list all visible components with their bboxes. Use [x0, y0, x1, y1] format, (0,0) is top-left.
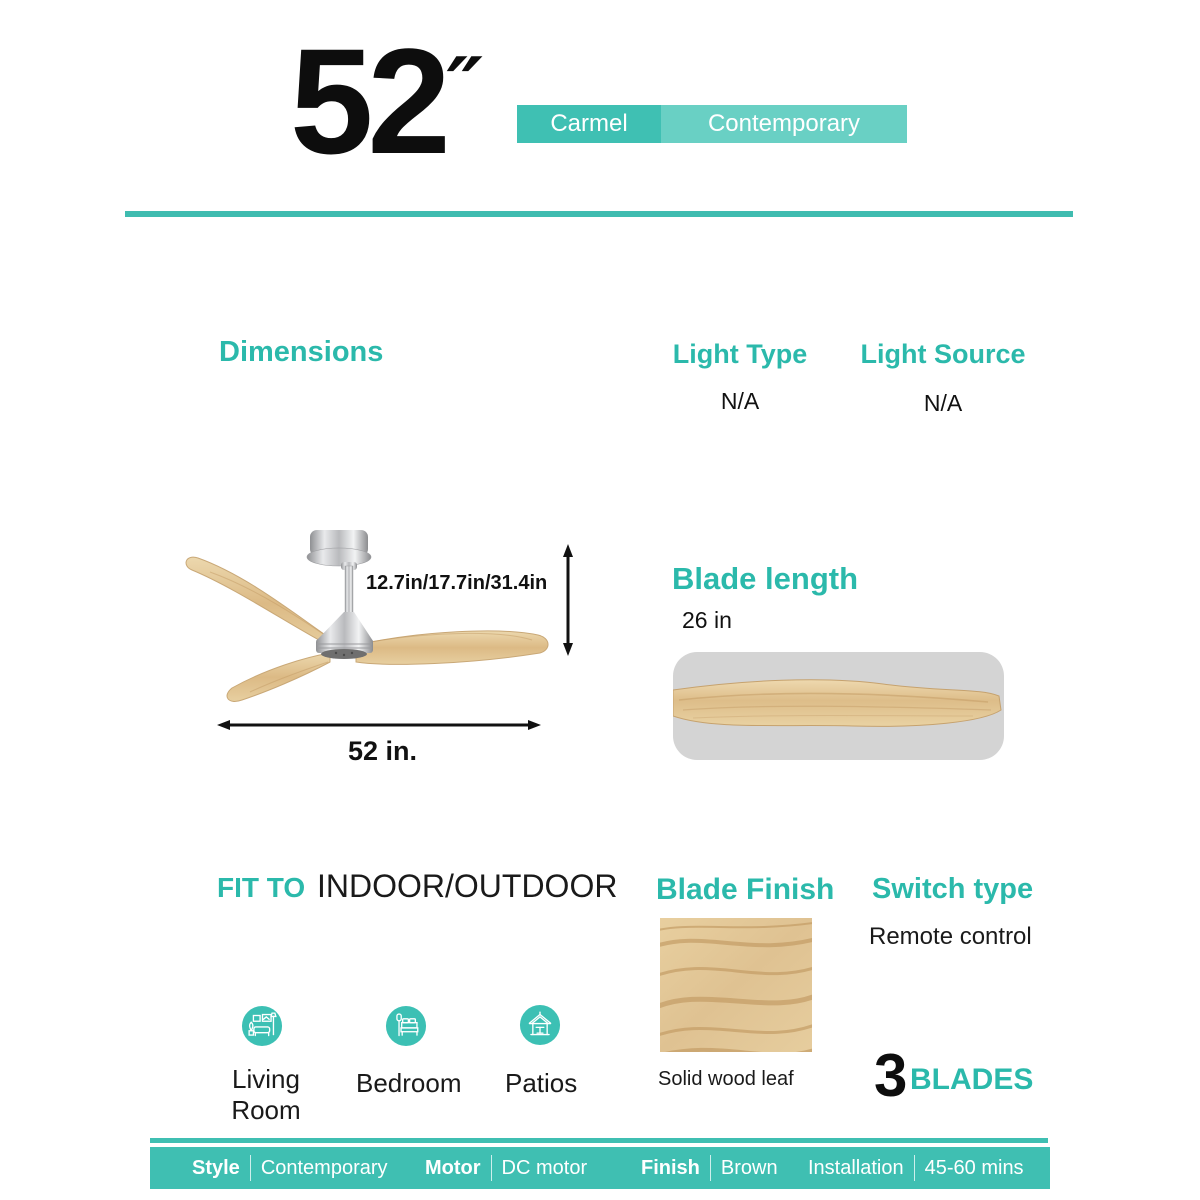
footer-label: Motor	[425, 1156, 481, 1179]
footer-item-installation	[808, 1147, 1024, 1189]
drop-height-label: 12.7in/17.7in/31.4in	[366, 572, 548, 594]
fan-motor-housing	[316, 612, 373, 641]
footer-item-motor	[425, 1147, 587, 1189]
footer-separator	[491, 1155, 492, 1181]
light-source-title: Light Source	[860, 339, 1026, 369]
switch-type-value: Remote control	[869, 923, 1032, 950]
switch-type-title: Switch type	[872, 873, 1034, 905]
footer-spec-bar	[150, 1147, 1050, 1189]
living-room-icon	[241, 1005, 283, 1047]
blade-finish-title: Blade Finish	[656, 873, 835, 906]
header-divider	[125, 211, 1073, 217]
patio-icon	[519, 1004, 561, 1046]
footer-separator	[250, 1155, 251, 1181]
fit-to-title: FIT TO	[217, 872, 306, 903]
room-label-bedroom: Bedroom	[356, 1068, 462, 1098]
light-type-value: N/A	[720, 388, 760, 414]
fan-downrod	[345, 566, 353, 614]
fit-to-value: INDOOR/OUTDOOR	[317, 868, 618, 904]
wood-finish-swatch	[660, 918, 812, 1052]
room-label-living: Living Room	[231, 1064, 301, 1125]
fan-blade-bottom	[227, 653, 330, 701]
footer-label: Installation	[808, 1156, 904, 1179]
footer-accent-stripe	[150, 1138, 1048, 1143]
series-badge	[517, 105, 907, 143]
light-type-title: Light Type	[672, 339, 808, 369]
footer-label: Style	[192, 1156, 240, 1179]
footer-value: Brown	[720, 1156, 778, 1179]
fan-blade-left	[186, 557, 342, 650]
dimensions-title: Dimensions	[219, 336, 384, 368]
fan-blade-right	[356, 631, 548, 664]
blade-count: 3	[874, 1042, 908, 1109]
blade-length-title: Blade length	[672, 561, 859, 596]
blade-count-label: BLADES	[910, 1063, 1034, 1096]
fan-size-number: 52	[290, 17, 445, 185]
blade-photo	[673, 652, 1004, 760]
footer-value: DC motor	[501, 1156, 588, 1179]
ceiling-fan-diagram	[170, 520, 590, 750]
footer-label: Finish	[641, 1156, 700, 1179]
bedroom-icon	[385, 1005, 427, 1047]
light-source-value: N/A	[923, 390, 963, 416]
footer-value: Contemporary	[260, 1156, 388, 1179]
blade-finish-caption: Solid wood leaf	[658, 1068, 794, 1090]
footer-item-finish	[641, 1147, 778, 1189]
footer-value: 45-60 mins	[924, 1156, 1024, 1179]
footer-separator	[710, 1155, 711, 1181]
sweep-width-label: 52 in.	[348, 736, 418, 766]
footer-separator	[914, 1155, 915, 1181]
inch-mark: ″	[433, 41, 488, 136]
series-name: Carmel	[517, 105, 661, 143]
footer-item-style	[192, 1147, 388, 1189]
room-label-patios: Patios	[505, 1068, 578, 1098]
blade-length-value: 26 in	[682, 607, 732, 633]
series-style: Contemporary	[661, 105, 907, 143]
